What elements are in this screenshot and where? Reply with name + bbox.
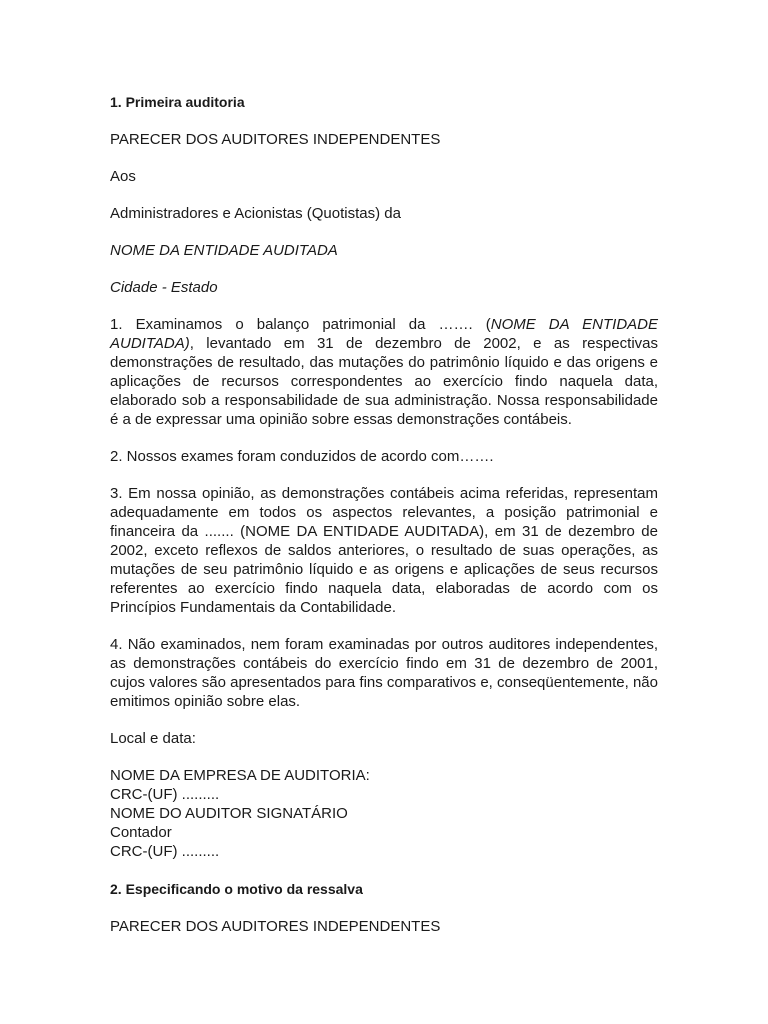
paragraph-1-entity: NOME DA ENTIDADE AUDITADA) [110,316,658,352]
crc-firm: CRC-(UF) ......... [110,786,220,803]
paragraph-1-rest: , levantado em 31 de dezembro de 2002, e as respectivas demonstrações de resultado, das mutações do patrimônio líquido e das origens e aplicações de recursos correspondentes ao exercício findo naquela data, elaborado sob a responsabilidade de sua administração. Nossa responsabilidade é a de expressar uma opinião sobre essas demonstrações contábeis. [110,335,658,428]
place-date: Local e data: [110,730,196,747]
firm-name: NOME DA EMPRESA DE AUDITORIA: [110,767,370,784]
signature-block [110,766,658,861]
paragraph-1-prefix: 1. Examinamos o balanço patrimonial da ……. ( [110,316,491,333]
paragraph-1 [110,315,658,429]
addressees: Administradores e Acionistas (Quotistas) da [110,205,401,222]
salutation: Aos [110,168,136,185]
section-heading-1: 1. Primeira auditoria [110,94,245,110]
auditor-role: Contador [110,824,172,841]
section-heading-2: 2. Especificando o motivo da ressalva [110,881,363,897]
entity-name: NOME DA ENTIDADE AUDITADA [110,242,338,259]
crc-auditor: CRC-(UF) ......... [110,843,220,860]
city-state: Cidade - Estado [110,279,218,296]
auditor-name: NOME DO AUDITOR SIGNATÁRIO [110,805,348,822]
paragraph-2: 2. Nossos exames foram conduzidos de acordo com……. [110,448,494,465]
paragraph-3: 3. Em nossa opinião, as demonstrações contábeis acima referidas, representam adequadamente em todos os aspectos relevantes, a posição patrimonial e financeira da ....... (NOME DA ENTIDADE AUDITADA), em 31 de dezembro de 2002, exceto reflexos de saldos anteriores, o resultado de suas operações, as mutações de seu patrimônio líquido e as origens e aplicações de seus recursos referentes ao exercício findo naquela data, elaboradas de acordo com os Princípios Fundamentais da Contabilidade. [110,485,658,616]
report-title-2: PARECER DOS AUDITORES INDEPENDENTES [110,918,441,935]
document-body [110,93,658,954]
paragraph-4: 4. Não examinados, nem foram examinadas por outros auditores independentes, as demonstrações contábeis do exercício findo em 31 de dezembro de 2001, cujos valores são apresentados para fins comparativos e, conseqüentemente, não emitimos opinião sobre elas. [110,636,658,710]
report-title-1: PARECER DOS AUDITORES INDEPENDENTES [110,131,441,148]
